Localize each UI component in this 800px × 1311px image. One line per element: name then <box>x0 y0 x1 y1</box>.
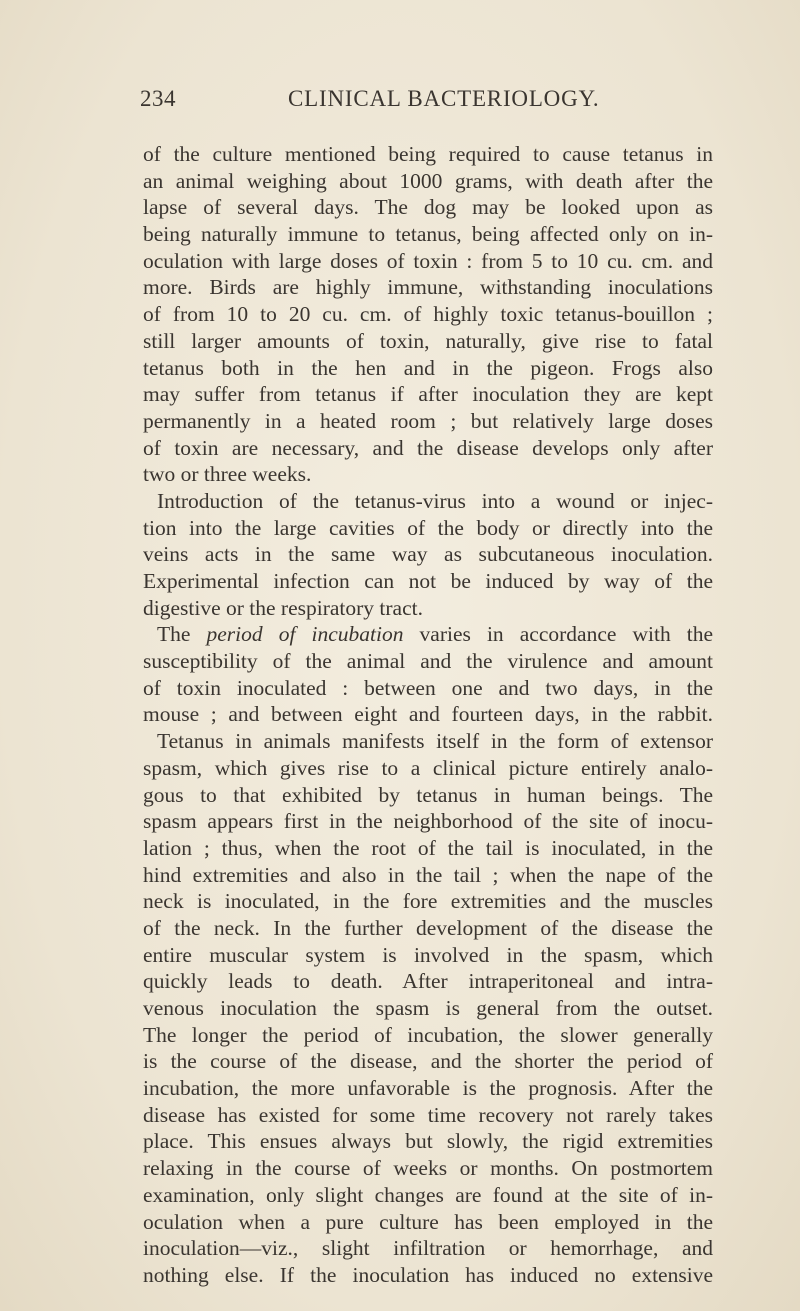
text-line: oculation when a pure culture has been employed in the <box>143 1209 713 1234</box>
text-line: spasm, which gives rise to a clinical picture entirely analo- <box>143 755 713 780</box>
text-line: may suffer from tetanus if after inoculation they are kept <box>143 382 713 407</box>
text-line: neck is inoculated, in the fore extremities and the muscles <box>143 889 713 914</box>
text-line: tion into the large cavities of the body or directly into the <box>143 515 713 540</box>
text-line: Introduction of the tetanus-virus into a wound or injec- <box>157 488 713 513</box>
text-line: venous inoculation the spasm is general from the outset. <box>143 996 713 1020</box>
text-line: spasm appears first in the neighborhood of the site of inocu- <box>143 809 713 834</box>
text-line: susceptibility of the animal and the virulence and amount <box>143 649 713 674</box>
text-line: still larger amounts of toxin, naturally, give rise to fatal <box>143 328 713 353</box>
text-line: being naturally immune to tetanus, being affected only on in- <box>143 222 713 247</box>
text-line: more. Birds are highly immune, withstanding inoculations <box>143 275 713 300</box>
text-line: nothing else. If the inoculation has induced no extensive <box>143 1262 713 1287</box>
running-head <box>0 86 800 116</box>
text-line <box>143 621 713 648</box>
text-fragment: The <box>157 622 191 647</box>
text-line: oculation with large doses of toxin : from 5 to 10 cu. cm. and <box>143 248 713 273</box>
text-line: of toxin inoculated : between one and two days, in the <box>143 675 713 700</box>
text-fragment: varies in accordance with the <box>419 622 714 647</box>
text-line: gous to that exhibited by tetanus in human beings. The <box>143 782 713 807</box>
text-line: Experimental infection can not be induced by way of the <box>143 569 713 593</box>
text-line: of the neck. In the further development of the disease the <box>143 915 713 940</box>
text-line: incubation, the more unfavorable is the prognosis. After the <box>143 1076 713 1101</box>
text-line: entire muscular system is involved in the spasm, which <box>143 942 713 967</box>
text-line: Tetanus in animals manifests itself in the form of extensor <box>157 729 713 754</box>
text-line: The longer the period of incubation, the slower generally <box>143 1022 713 1047</box>
page-number: 234 <box>140 86 176 111</box>
text-line: of from 10 to 20 cu. cm. of highly toxic tetanus-bouillon ; <box>143 302 713 327</box>
text-line: veins acts in the same way as subcutaneous inoculation. <box>143 542 713 567</box>
text-line: an animal weighing about 1000 grams, with death after the <box>143 168 713 193</box>
text-line: lation ; thus, when the root of the tail is inoculated, in the <box>143 835 713 860</box>
running-title: CLINICAL BACTERIOLOGY. <box>288 86 600 111</box>
text-line: inoculation—viz., slight infiltration or hemorrhage, and <box>143 1236 713 1261</box>
text-line: hind extremities and also in the tail ; when the nape of the <box>143 862 713 887</box>
text-line: is the course of the disease, and the shorter the period of <box>143 1049 713 1074</box>
text-line: examination, only slight changes are found at the site of in- <box>143 1182 713 1207</box>
text-line: permanently in a heated room ; but relatively large doses <box>143 408 713 433</box>
text-line: tetanus both in the hen and in the pigeon. Frogs also <box>143 355 713 380</box>
text-line: two or three weeks. <box>143 462 312 487</box>
text-line: disease has existed for some time recovery not rarely takes <box>143 1102 713 1127</box>
text-line: of toxin are necessary, and the disease develops only after <box>143 435 713 460</box>
text-line: mouse ; and between eight and fourteen days, in the rabbit. <box>143 702 713 727</box>
text-line: quickly leads to death. After intraperitoneal and intra- <box>143 969 713 994</box>
text-line: relaxing in the course of weeks or months. On postmortem <box>143 1156 713 1181</box>
text-line: digestive or the respiratory tract. <box>143 595 423 620</box>
body-text <box>143 141 713 1289</box>
text-line: place. This ensues always but slowly, the rigid extremities <box>143 1129 713 1154</box>
text-line: of the culture mentioned being required to cause tetanus in <box>143 142 713 166</box>
text-line: lapse of several days. The dog may be looked upon as <box>143 195 713 220</box>
italic-term: period of incubation <box>206 622 404 647</box>
